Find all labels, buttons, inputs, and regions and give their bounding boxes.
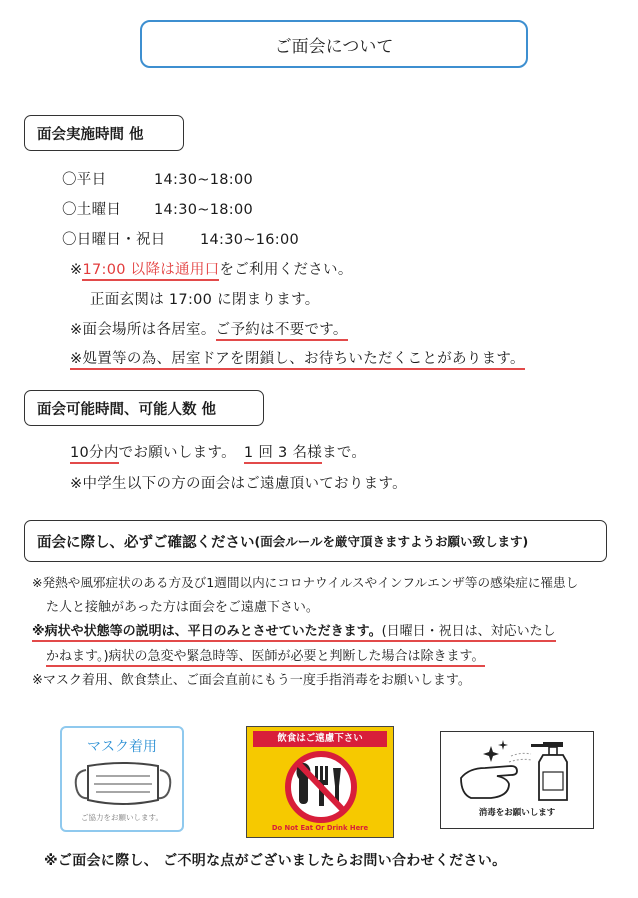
rule-mask-hygiene-text: ※マスク着用、飲食禁止、ご面会直前にもう一度手指消毒をお願いします。	[32, 673, 471, 688]
section-capacity-heading-text: 面会可能時間、可能人数 他	[37, 401, 217, 418]
disinfect-card	[440, 731, 594, 829]
mask-icon	[72, 758, 174, 810]
rule-explanation-bold: ※病状や状態等の説明は、平日のみとさせていただきます。	[32, 624, 382, 642]
capacity-line	[70, 441, 366, 462]
hours-row-saturday	[62, 198, 253, 219]
rule-fever-line2	[46, 596, 319, 615]
no-eating-icon	[281, 750, 361, 824]
note-visit-place-text: ※面会場所は各居室。	[70, 322, 216, 338]
rule-explanation-line2	[46, 645, 485, 664]
note-front-door-text: 正面玄関は 17:00 に閉まります。	[90, 292, 320, 308]
rule-explanation-line1	[32, 620, 556, 639]
footer-contact-note	[44, 850, 506, 870]
note-door-closed	[70, 347, 525, 368]
hours-row-label: 〇平日	[62, 172, 107, 188]
disinfect-card-label: 消毒をお願いします	[478, 808, 556, 818]
capacity-count: 1 回 3 名様	[244, 445, 322, 464]
note-door-closed-text: ※処置等の為、居室ドアを閉鎖し、お待ちいただくことがあります。	[70, 351, 525, 370]
mask-card-note: ご協力をお願いします。	[81, 813, 163, 822]
capacity-note-minors-text: ※中学生以下の方の面会はご遠慮頂いております。	[70, 476, 407, 492]
section-rules-heading-text: 面会に際し、必ずご確認ください	[37, 534, 255, 551]
no-food-card	[246, 726, 394, 838]
note-prefix: ※	[70, 262, 83, 278]
rule-emergency-text: 病状の急変や緊急時等、医師が必要と判断した場合は除きます。	[109, 649, 485, 667]
hours-row-label: 〇土曜日	[62, 202, 122, 218]
hours-row-weekday	[62, 168, 253, 189]
section-capacity-heading	[24, 390, 264, 426]
capacity-note-minors	[70, 472, 407, 493]
capacity-text: でお願いします。	[118, 445, 236, 461]
note-no-reservation: ご予約は不要です。	[216, 322, 348, 341]
hand-sanitizer-icon	[451, 738, 585, 804]
mask-card	[60, 726, 184, 832]
rule-fever-text1: ※発熱や風邪症状のある方及び1週間以内にコロナウイルスやインフルエンザ等の感染症に罹患し	[32, 575, 579, 590]
section-rules-heading	[24, 520, 607, 562]
hours-row-label: 〇日曜日・祝日	[62, 232, 166, 248]
section-hours-heading	[24, 115, 184, 151]
hours-row-time: 14:30~18:00	[154, 202, 254, 218]
rule-explanation-rest: (日曜日・祝日は、対応いたし	[382, 624, 556, 642]
page-title	[140, 20, 528, 68]
hours-row-time: 14:30~18:00	[154, 172, 254, 188]
section-hours-heading-text: 面会実施時間 他	[37, 126, 144, 143]
rule-mask-hygiene	[32, 669, 471, 688]
footer-contact-note-text: ※ご面会に際し、 ご不明な点がございましたらお問い合わせください。	[44, 853, 507, 869]
note-visit-place	[70, 318, 348, 339]
section-rules-heading-note: (面会ルールを厳守頂きますようお願い致します)	[254, 534, 529, 549]
note-side-entrance	[70, 258, 353, 279]
capacity-tail: まで。	[322, 445, 367, 461]
capacity-duration: 10分内	[70, 445, 119, 464]
hours-row-time: 14:30~16:00	[200, 232, 300, 248]
no-food-card-footer: Do Not Eat Or Drink Here	[271, 824, 369, 832]
note-front-door	[90, 288, 320, 309]
hours-row-sunday	[62, 228, 299, 249]
note-side-entrance-rest: をご利用ください。	[219, 262, 353, 278]
rule-fever-text2: た人と接触があった方は面会をご遠慮下さい。	[46, 600, 319, 615]
page-title-text: ご面会について	[274, 36, 394, 57]
rule-fever-line1	[32, 572, 578, 591]
no-food-card-title: 飲食はご遠慮下さい	[253, 731, 387, 747]
note-side-entrance-highlight: 17:00 以降は通用口	[82, 262, 219, 281]
rule-explanation-cont: かねます。)	[46, 649, 109, 667]
mask-card-title: マスク着用	[87, 739, 157, 755]
